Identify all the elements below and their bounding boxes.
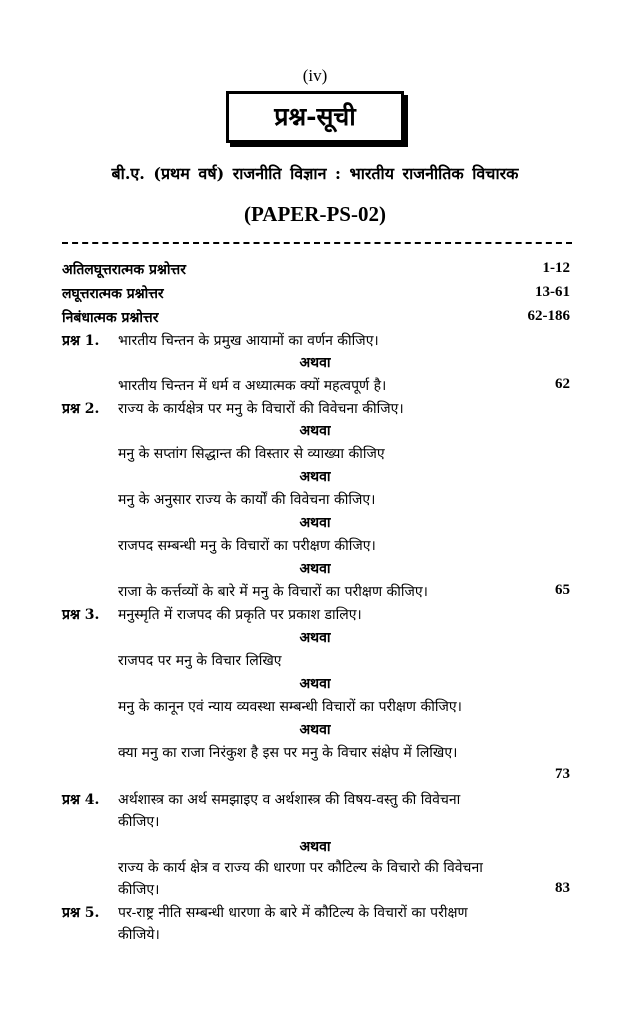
question-text: राज्य के कार्यक्षेत्र पर मनु के विचारों की विवेचना कीजिए। <box>118 401 404 417</box>
question-text: कीजिए। <box>118 814 160 830</box>
or-separator: अथवा <box>299 839 331 855</box>
question-page: 83 <box>555 880 570 896</box>
or-separator: अथवा <box>299 630 331 646</box>
section-label: अतिलघूत्तरात्मक प्रश्नोत्तर <box>62 262 186 278</box>
course-subtitle: बी.ए. (प्रथम वर्ष) राजनीति विज्ञान : भारतीय राजनीतिक विचारक <box>111 164 519 183</box>
question-text: अर्थशास्त्र का अर्थ समझाइए व अर्थशास्त्र की विषय-वस्तु की विवेचना <box>118 792 461 808</box>
question-label: प्रश्न 2. <box>62 401 100 417</box>
section-label: निबंधात्मक प्रश्नोत्तर <box>62 310 159 326</box>
question-text: राजपद पर मनु के विचार लिखिए <box>118 653 282 669</box>
question-text: राजा के कर्त्तव्यों के बारे में मनु के विचारों का परीक्षण कीजिए। <box>118 584 428 600</box>
paper-code: (PAPER-PS-02) <box>244 202 386 226</box>
section-pages: 1-12 <box>542 260 570 276</box>
question-page: 65 <box>555 582 570 598</box>
question-text: कीजिये। <box>118 927 160 943</box>
or-separator: अथवा <box>299 722 331 738</box>
question-page: 62 <box>555 376 570 392</box>
question-page: 73 <box>555 766 570 782</box>
section-label: लघूत्तरात्मक प्रश्नोत्तर <box>62 286 164 302</box>
question-text: भारतीय चिन्तन में धर्म व अध्यात्मक क्यों महत्वपूर्ण है। <box>118 378 387 394</box>
question-text: मनुस्मृति में राजपद की प्रकृति पर प्रकाश डालिए। <box>118 607 362 623</box>
or-separator: अथवा <box>299 355 331 371</box>
question-label: प्रश्न 4. <box>62 792 100 808</box>
title-box <box>226 91 404 143</box>
page-number-roman: (iv) <box>302 66 328 85</box>
question-text: भारतीय चिन्तन के प्रमुख आयामों का वर्णन कीजिए। <box>118 333 379 349</box>
question-label: प्रश्न 5. <box>62 905 100 921</box>
or-separator: अथवा <box>299 515 331 531</box>
section-pages: 13-61 <box>535 284 570 300</box>
section-pages: 62-186 <box>527 308 570 324</box>
or-separator: अथवा <box>299 469 331 485</box>
question-text: राजपद सम्बन्धी मनु के विचारों का परीक्षण कीजिए। <box>118 538 376 554</box>
question-text: राज्य के कार्य क्षेत्र व राज्य की धारणा पर कौटिल्य के विचारो की विवेचना <box>118 860 483 876</box>
page-title: प्रश्न-सूची <box>274 102 356 131</box>
question-text: पर-राष्ट्र नीति सम्बन्धी धारणा के बारे में कौटिल्य के विचारों का परीक्षण <box>118 905 468 921</box>
question-label: प्रश्न 3. <box>62 607 100 623</box>
question-text: क्या मनु का राजा निरंकुश है इस पर मनु के विचार संक्षेप में लिखिए। <box>118 745 458 761</box>
dashed-divider <box>62 242 572 244</box>
question-label: प्रश्न 1. <box>62 333 100 349</box>
question-text: मनु के अनुसार राज्य के कार्यों की विवेचना कीजिए। <box>118 492 376 508</box>
or-separator: अथवा <box>299 676 331 692</box>
question-text: मनु के सप्तांग सिद्धान्त की विस्तार से व्याख्या कीजिए <box>118 446 385 462</box>
question-text: कीजिए। <box>118 882 160 898</box>
or-separator: अथवा <box>299 423 331 439</box>
question-text: मनु के कानून एवं न्याय व्यवस्था सम्बन्धी विचारों का परीक्षण कीजिए। <box>118 699 462 715</box>
or-separator: अथवा <box>299 561 331 577</box>
